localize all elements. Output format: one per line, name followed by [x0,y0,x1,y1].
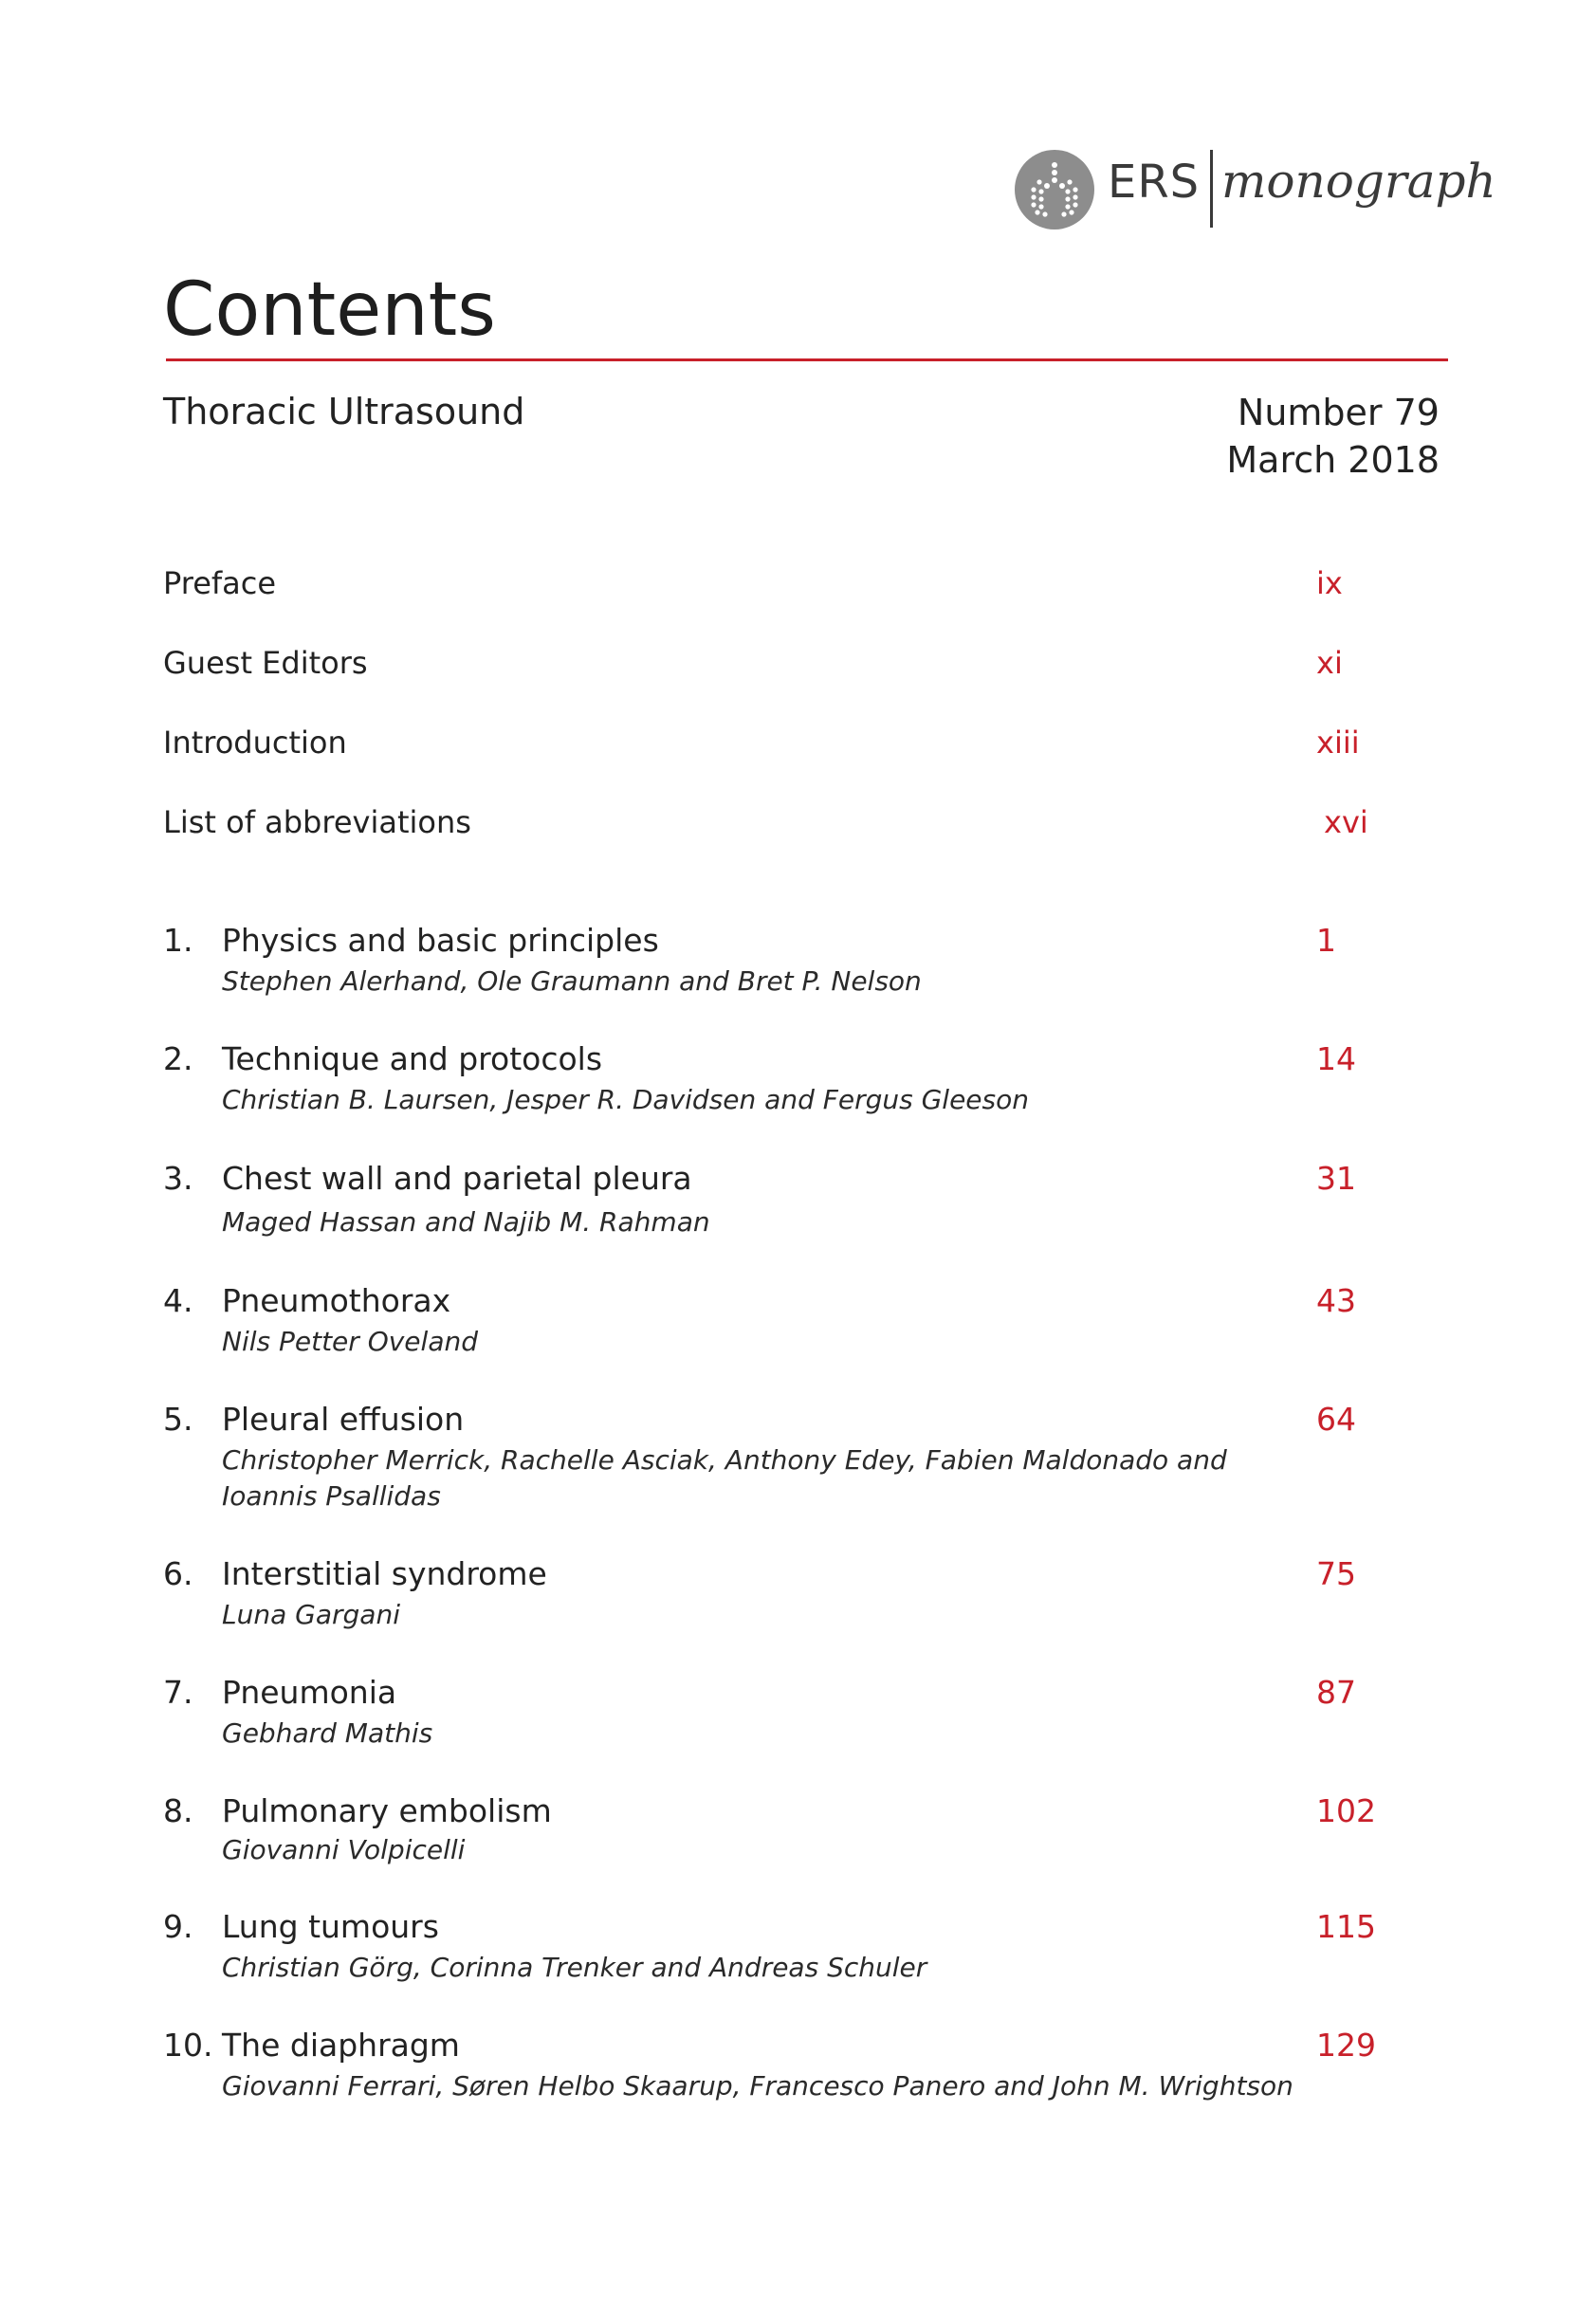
chapter-page[interactable]: 115 [1316,1908,1376,1945]
toc-frontmatter-label[interactable]: List of abbreviations [163,804,471,840]
chapter-title[interactable]: Physics and basic principles [222,922,659,959]
ers-monograph-logo [1015,150,1496,229]
chapter-title[interactable]: Pneumothorax [222,1282,451,1319]
issue-number: Number 79 [1237,392,1440,433]
chapter-authors: Stephen Alerhand, Ole Graumann and Bret P. Nelson [222,965,922,997]
page-title: Contents [163,267,496,353]
chapter-number: 9. [163,1908,193,1945]
chapter-page[interactable]: 102 [1316,1792,1376,1829]
logo-product: monograph [1221,154,1496,209]
chapter-number: 3. [163,1160,193,1197]
chapter-page[interactable]: 87 [1316,1674,1356,1711]
chapter-number: 10. [163,2027,213,2064]
toc-frontmatter-label[interactable]: Preface [163,565,277,601]
title-rule [166,358,1448,361]
logo-separator [1210,150,1213,228]
chapter-authors: Maged Hassan and Najib M. Rahman [222,1206,710,1238]
toc-frontmatter-label[interactable]: Guest Editors [163,645,368,681]
chapter-page[interactable]: 43 [1316,1282,1356,1319]
chapter-title[interactable]: Interstitial syndrome [222,1555,547,1592]
chapter-page[interactable]: 31 [1316,1160,1356,1197]
toc-frontmatter-page[interactable]: ix [1316,565,1343,601]
chapter-authors: Christopher Merrick, Rachelle Asciak, Anthony Edey, Fabien Maldonado and Ioannis Psallidas [222,1444,1227,1512]
chapter-number: 7. [163,1674,193,1711]
chapter-page[interactable]: 1 [1316,922,1336,959]
chapter-authors: Giovanni Ferrari, Søren Helbo Skaarup, Francesco Panero and John M. Wrightson [222,2070,1293,2102]
chapter-title[interactable]: Chest wall and parietal pleura [222,1160,692,1197]
lungs-dots-icon [1015,150,1094,229]
chapter-page[interactable]: 64 [1316,1401,1356,1438]
toc-frontmatter-page[interactable]: xvi [1324,804,1368,840]
issue-info [1226,389,1440,484]
chapter-page[interactable]: 129 [1316,2027,1376,2064]
logo-brand: ERS [1108,156,1201,209]
chapter-authors: Luna Gargani [222,1599,400,1630]
chapter-number: 8. [163,1792,193,1829]
chapter-title[interactable]: Lung tumours [222,1908,439,1945]
chapter-number: 4. [163,1282,193,1319]
chapter-number: 2. [163,1040,193,1077]
chapter-number: 1. [163,922,193,959]
chapter-title[interactable]: Technique and protocols [222,1040,603,1077]
chapter-page[interactable]: 75 [1316,1555,1356,1592]
toc-frontmatter-label[interactable]: Introduction [163,725,347,761]
chapter-authors: Nils Petter Oveland [222,1326,478,1357]
chapter-number: 5. [163,1401,193,1438]
chapter-title[interactable]: Pneumonia [222,1674,397,1711]
chapter-authors: Christian Görg, Corinna Trenker and Andreas Schuler [222,1952,927,1983]
issue-date: March 2018 [1226,439,1440,481]
toc-frontmatter-page[interactable]: xiii [1316,725,1360,761]
chapter-title[interactable]: Pulmonary embolism [222,1792,552,1829]
chapter-authors: Christian B. Laursen, Jesper R. Davidsen and Fergus Gleeson [222,1084,1029,1115]
chapter-title[interactable]: Pleural effusion [222,1401,465,1438]
monograph-subject: Thoracic Ultrasound [163,391,525,432]
chapter-title[interactable]: The diaphragm [222,2027,460,2064]
toc-frontmatter-page[interactable]: xi [1316,645,1343,681]
chapter-authors: Gebhard Mathis [222,1717,433,1749]
chapter-number: 6. [163,1555,193,1592]
chapter-authors: Giovanni Volpicelli [222,1834,466,1865]
chapter-page[interactable]: 14 [1316,1040,1356,1077]
